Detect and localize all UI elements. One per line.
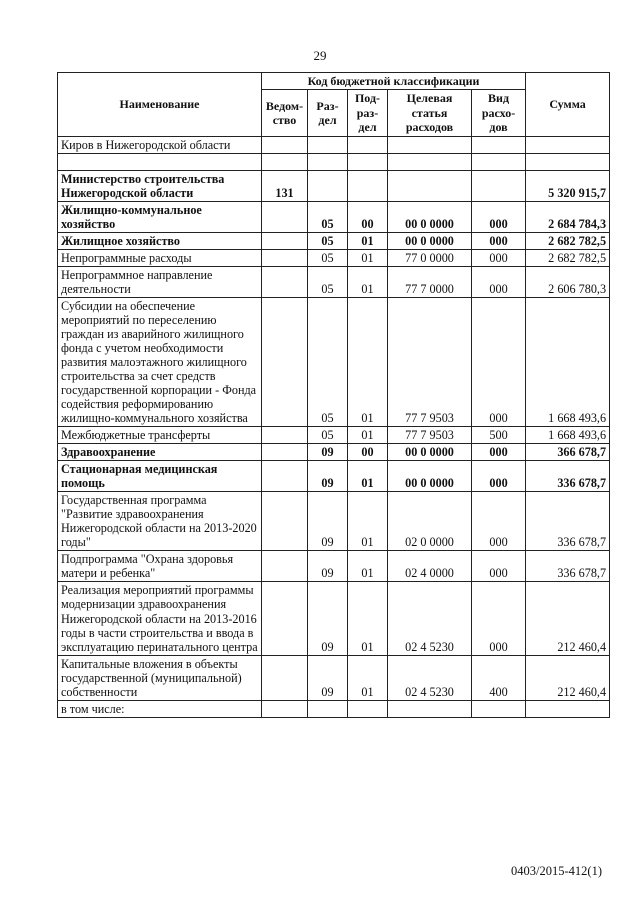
header-sum: Сумма — [526, 73, 610, 137]
table-row — [58, 461, 610, 492]
row-celevaya-statya: 77 7 0000 — [388, 266, 472, 297]
row-razdel — [308, 153, 348, 170]
row-sum: 336 678,7 — [526, 461, 610, 492]
row-vedomstvo — [262, 655, 308, 700]
row-razdel: 05 — [308, 232, 348, 249]
row-podrazdel: 01 — [348, 551, 388, 582]
row-sum — [526, 153, 610, 170]
row-podrazdel: 01 — [348, 266, 388, 297]
row-vid-raskhodov: 500 — [472, 427, 526, 444]
row-vedomstvo — [262, 461, 308, 492]
row-podrazdel — [348, 170, 388, 201]
row-razdel: 09 — [308, 461, 348, 492]
row-vedomstvo — [262, 492, 308, 551]
row-celevaya-statya — [388, 153, 472, 170]
table-row — [58, 655, 610, 700]
row-name: Стационарная медицинская помощь — [58, 461, 262, 492]
table-row — [58, 170, 610, 201]
header-vedomstvo: Ведом-ство — [262, 90, 308, 136]
row-razdel: 05 — [308, 201, 348, 232]
table-row — [58, 153, 610, 170]
row-celevaya-statya: 77 0 0000 — [388, 249, 472, 266]
table-row — [58, 136, 610, 153]
row-name: Субсидии на обеспечение мероприятий по переселению граждан из аварийного жилищного фонда с учетом необходимости развития малоэтажного жилищного строительства за счет средств государственной корпорации - Фонда содействия реформированию жилищно-коммунального хозяйства — [58, 297, 262, 426]
row-name: Межбюджетные трансферты — [58, 427, 262, 444]
row-podrazdel: 01 — [348, 655, 388, 700]
row-podrazdel — [348, 153, 388, 170]
row-vedomstvo — [262, 700, 308, 717]
row-celevaya-statya: 00 0 0000 — [388, 201, 472, 232]
row-razdel: 05 — [308, 266, 348, 297]
row-celevaya-statya — [388, 700, 472, 717]
row-podrazdel: 01 — [348, 249, 388, 266]
row-vid-raskhodov — [472, 153, 526, 170]
row-vedomstvo — [262, 551, 308, 582]
row-vedomstvo — [262, 427, 308, 444]
row-name: Капитальные вложения в объекты государственной (муниципальной) собственности — [58, 655, 262, 700]
row-razdel: 05 — [308, 427, 348, 444]
row-vedomstvo — [262, 582, 308, 655]
row-celevaya-statya: 00 0 0000 — [388, 444, 472, 461]
row-celevaya-statya: 02 4 0000 — [388, 551, 472, 582]
row-vedomstvo — [262, 232, 308, 249]
row-vid-raskhodov: 000 — [472, 266, 526, 297]
table-row — [58, 249, 610, 266]
row-sum: 1 668 493,6 — [526, 427, 610, 444]
row-razdel: 09 — [308, 492, 348, 551]
row-name: Государственная программа "Развитие здравоохранения Нижегородской области на 2013-2020 годы" — [58, 492, 262, 551]
row-podrazdel: 00 — [348, 201, 388, 232]
row-sum: 2 606 780,3 — [526, 266, 610, 297]
row-sum: 336 678,7 — [526, 551, 610, 582]
row-name: Реализация мероприятий программы модернизации здравоохранения Нижегородской области на 2013-2016 годы в части строительства и ввода в эксплуатацию перинатального центра — [58, 582, 262, 655]
row-celevaya-statya: 02 4 5230 — [388, 582, 472, 655]
row-name: Подпрограмма "Охрана здоровья матери и ребенка" — [58, 551, 262, 582]
table-row — [58, 700, 610, 717]
row-celevaya-statya: 00 0 0000 — [388, 232, 472, 249]
table-row — [58, 444, 610, 461]
header-name: Наименование — [58, 73, 262, 137]
table-row — [58, 297, 610, 426]
row-podrazdel: 01 — [348, 232, 388, 249]
row-podrazdel — [348, 700, 388, 717]
row-vedomstvo — [262, 444, 308, 461]
row-celevaya-statya: 02 4 5230 — [388, 655, 472, 700]
row-vid-raskhodov: 400 — [472, 655, 526, 700]
row-name: Жилищно-коммунальное хозяйство — [58, 201, 262, 232]
row-razdel: 05 — [308, 249, 348, 266]
row-name: Непрограммное направление деятельности — [58, 266, 262, 297]
row-vedomstvo — [262, 136, 308, 153]
budget-classification-table — [57, 72, 610, 718]
row-vid-raskhodov: 000 — [472, 551, 526, 582]
row-celevaya-statya: 77 7 9503 — [388, 297, 472, 426]
header-celevaya-statya: Целевая статья расходов — [388, 90, 472, 136]
row-podrazdel: 00 — [348, 444, 388, 461]
row-sum — [526, 136, 610, 153]
row-celevaya-statya: 02 0 0000 — [388, 492, 472, 551]
row-razdel: 09 — [308, 551, 348, 582]
row-name: в том числе: — [58, 700, 262, 717]
row-podrazdel: 01 — [348, 461, 388, 492]
row-sum: 2 682 782,5 — [526, 232, 610, 249]
row-vid-raskhodov — [472, 700, 526, 717]
row-vid-raskhodov: 000 — [472, 492, 526, 551]
row-vedomstvo — [262, 297, 308, 426]
table-row — [58, 492, 610, 551]
row-vedomstvo — [262, 266, 308, 297]
table-row — [58, 427, 610, 444]
row-sum: 366 678,7 — [526, 444, 610, 461]
row-vedomstvo — [262, 249, 308, 266]
row-vid-raskhodov: 000 — [472, 461, 526, 492]
row-podrazdel — [348, 136, 388, 153]
row-vid-raskhodov: 000 — [472, 201, 526, 232]
row-razdel — [308, 170, 348, 201]
header-budget-code-group: Код бюджетной классификации — [262, 73, 526, 90]
row-sum: 2 684 784,3 — [526, 201, 610, 232]
row-vedomstvo — [262, 153, 308, 170]
row-vid-raskhodov: 000 — [472, 444, 526, 461]
row-vedomstvo — [262, 201, 308, 232]
row-sum: 5 320 915,7 — [526, 170, 610, 201]
row-sum: 1 668 493,6 — [526, 297, 610, 426]
table-row — [58, 266, 610, 297]
table-row — [58, 201, 610, 232]
row-celevaya-statya — [388, 170, 472, 201]
row-name: Министерство строительства Нижегородской области — [58, 170, 262, 201]
header-vid-raskhodov: Вид расхо-дов — [472, 90, 526, 136]
row-name: Жилищное хозяйство — [58, 232, 262, 249]
table-row — [58, 551, 610, 582]
row-vid-raskhodov — [472, 170, 526, 201]
row-sum: 212 460,4 — [526, 655, 610, 700]
header-podrazdel: Под-раз-дел — [348, 90, 388, 136]
row-sum: 336 678,7 — [526, 492, 610, 551]
row-podrazdel: 01 — [348, 297, 388, 426]
row-sum — [526, 700, 610, 717]
row-podrazdel: 01 — [348, 582, 388, 655]
document-code: 0403/2015-412(1) — [511, 864, 602, 878]
row-razdel: 09 — [308, 582, 348, 655]
row-celevaya-statya — [388, 136, 472, 153]
row-vid-raskhodov: 000 — [472, 249, 526, 266]
row-vid-raskhodov: 000 — [472, 582, 526, 655]
row-name: Здравоохранение — [58, 444, 262, 461]
row-sum: 2 682 782,5 — [526, 249, 610, 266]
row-razdel — [308, 136, 348, 153]
table-row — [58, 232, 610, 249]
header-razdel: Раз-дел — [308, 90, 348, 136]
row-podrazdel: 01 — [348, 427, 388, 444]
row-razdel — [308, 700, 348, 717]
row-name: Непрограммные расходы — [58, 249, 262, 266]
row-vid-raskhodov: 000 — [472, 297, 526, 426]
row-vid-raskhodov — [472, 136, 526, 153]
row-celevaya-statya: 00 0 0000 — [388, 461, 472, 492]
row-razdel: 09 — [308, 655, 348, 700]
row-sum: 212 460,4 — [526, 582, 610, 655]
row-celevaya-statya: 77 7 9503 — [388, 427, 472, 444]
row-razdel: 05 — [308, 297, 348, 426]
table-body — [58, 136, 610, 717]
row-razdel: 09 — [308, 444, 348, 461]
row-vid-raskhodov: 000 — [472, 232, 526, 249]
row-podrazdel: 01 — [348, 492, 388, 551]
row-vedomstvo: 131 — [262, 170, 308, 201]
row-name — [58, 153, 262, 170]
table-row — [58, 582, 610, 655]
row-name: Киров в Нижегородской области — [58, 136, 262, 153]
page-number: 29 — [313, 48, 327, 63]
